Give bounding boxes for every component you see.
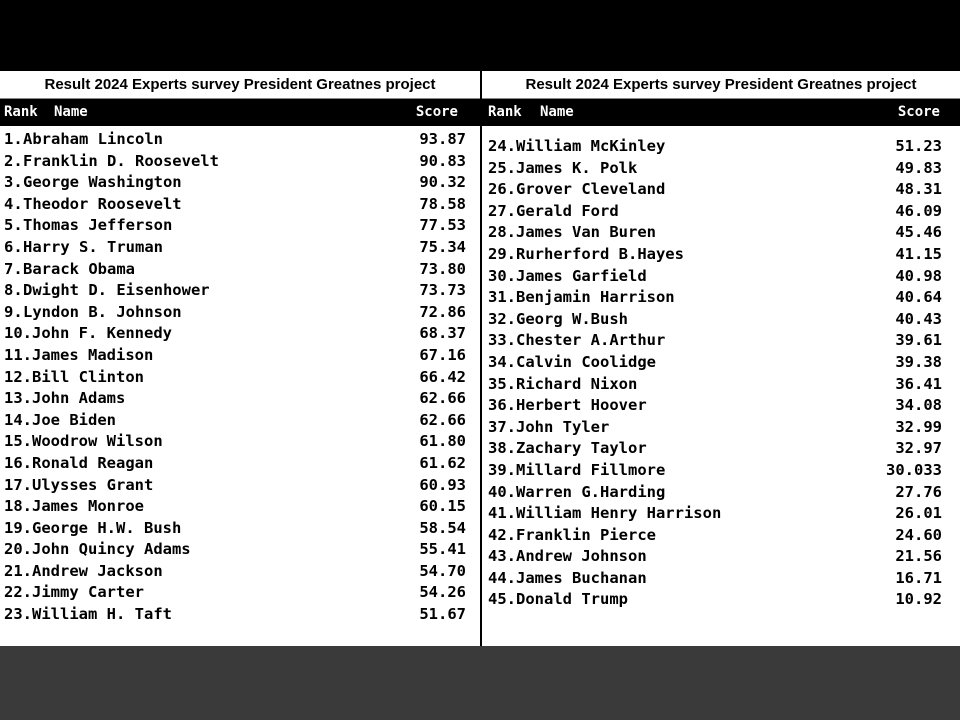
rank-cell: 3.	[4, 173, 23, 192]
table-row	[482, 330, 960, 352]
score-cell: 55.41	[419, 540, 466, 559]
name-cell: Georg W.Bush	[516, 309, 628, 328]
table-title: Result 2024 Experts survey President Greatnes project	[0, 71, 480, 99]
score-cell: 51.23	[895, 137, 942, 155]
score-cell: 68.37	[419, 324, 466, 343]
left-table-panel	[0, 71, 480, 646]
rank-cell: 19.	[4, 518, 32, 537]
score-cell: 46.09	[895, 201, 942, 220]
table-row	[482, 352, 960, 374]
table-row	[482, 201, 960, 223]
rank-cell: 2.	[4, 151, 23, 170]
name-cell: James Buchanan	[516, 568, 647, 587]
rank-cell: 42.	[488, 525, 516, 544]
table-row	[482, 525, 960, 547]
right-table-panel	[482, 71, 960, 646]
rank-cell: 4.	[4, 194, 23, 213]
rank-cell: 37.	[488, 417, 516, 436]
name-cell: Lyndon B. Johnson	[23, 302, 182, 321]
rank-cell: 11.	[4, 345, 32, 364]
name-cell: Woodrow Wilson	[32, 432, 163, 451]
name-cell: Calvin Coolidge	[516, 352, 656, 371]
name-cell: Theodor Roosevelt	[23, 194, 182, 213]
table-row	[0, 367, 480, 389]
rank-cell: 17.	[4, 475, 32, 494]
name-cell: Joe Biden	[32, 410, 116, 429]
name-cell: Ronald Reagan	[32, 453, 154, 472]
rank-cell: 39.	[488, 460, 516, 479]
table-row	[482, 503, 960, 525]
score-cell: 27.76	[895, 482, 942, 501]
table-row	[0, 151, 480, 173]
table-row	[0, 345, 480, 367]
table-row	[0, 475, 480, 497]
score-cell: 16.71	[895, 568, 942, 587]
name-cell: John F. Kennedy	[32, 324, 172, 343]
table-row	[0, 280, 480, 302]
table-row	[482, 374, 960, 396]
rank-cell: 13.	[4, 389, 32, 408]
table-row	[0, 194, 480, 216]
name-cell: Gerald Ford	[516, 201, 619, 220]
score-cell: 58.54	[419, 518, 466, 537]
name-cell: Dwight D. Eisenhower	[23, 281, 210, 300]
name-cell: Jimmy Carter	[32, 583, 144, 602]
rank-cell: 24.	[488, 137, 516, 155]
bottom-gray-band	[0, 646, 960, 720]
rank-cell: 20.	[4, 540, 32, 559]
score-cell: 62.66	[419, 389, 466, 408]
score-cell: 60.15	[419, 497, 466, 516]
name-cell: Benjamin Harrison	[516, 288, 675, 307]
score-cell: 54.70	[419, 561, 466, 580]
name-cell: William McKinley	[516, 137, 666, 155]
score-cell: 61.80	[419, 432, 466, 451]
table-row	[0, 237, 480, 259]
table-title: Result 2024 Experts survey President Greatnes project	[482, 71, 960, 99]
score-cell: 26.01	[895, 504, 942, 523]
table-row	[482, 568, 960, 590]
rank-cell: 27.	[488, 201, 516, 220]
table-row	[482, 266, 960, 288]
score-cell: 73.80	[419, 259, 466, 278]
rank-cell: 43.	[488, 547, 516, 566]
table-row	[0, 582, 480, 604]
name-cell: Franklin Pierce	[516, 525, 656, 544]
score-cell: 34.08	[895, 396, 942, 415]
rank-cell: 23.	[4, 605, 32, 624]
name-cell: James Van Buren	[516, 223, 656, 242]
score-cell: 32.99	[895, 417, 942, 436]
rank-cell: 31.	[488, 288, 516, 307]
name-cell: Herbert Hoover	[516, 396, 647, 415]
table-row	[482, 309, 960, 331]
name-cell: George Washington	[23, 173, 182, 192]
name-header: Name	[540, 104, 574, 120]
score-cell: 93.87	[419, 130, 466, 148]
name-cell: Millard Fillmore	[516, 460, 666, 479]
rank-cell: 33.	[488, 331, 516, 350]
rank-cell: 21.	[4, 561, 32, 580]
name-cell: John Tyler	[516, 417, 610, 436]
name-cell: John Adams	[32, 389, 126, 408]
name-cell: Barack Obama	[23, 259, 135, 278]
rank-cell: 32.	[488, 309, 516, 328]
name-cell: Andrew Johnson	[516, 547, 647, 566]
table-header	[0, 99, 480, 126]
name-cell: Richard Nixon	[516, 374, 638, 393]
table-row	[0, 604, 480, 626]
rank-cell: 8.	[4, 281, 23, 300]
table-row	[0, 431, 480, 453]
rank-header: Rank	[4, 104, 38, 120]
rank-cell: 22.	[4, 583, 32, 602]
score-cell: 40.98	[895, 266, 942, 285]
score-cell: 72.86	[419, 302, 466, 321]
rank-cell: 10.	[4, 324, 32, 343]
name-cell: James Monroe	[32, 497, 144, 516]
rank-cell: 5.	[4, 216, 23, 235]
table-row	[0, 172, 480, 194]
rank-cell: 25.	[488, 158, 516, 177]
score-cell: 21.56	[895, 547, 942, 566]
score-cell: 61.62	[419, 453, 466, 472]
rank-cell: 38.	[488, 439, 516, 458]
name-cell: Abraham Lincoln	[23, 130, 163, 148]
rank-cell: 9.	[4, 302, 23, 321]
table-row	[482, 417, 960, 439]
table-row	[0, 215, 480, 237]
score-cell: 39.38	[895, 352, 942, 371]
table-row	[482, 179, 960, 201]
name-cell: James Madison	[32, 345, 154, 364]
rank-cell: 35.	[488, 374, 516, 393]
score-cell: 10.92	[895, 590, 942, 609]
table-body	[0, 126, 480, 626]
rank-cell: 30.	[488, 266, 516, 285]
score-cell: 39.61	[895, 331, 942, 350]
name-cell: Bill Clinton	[32, 367, 144, 386]
table-row	[0, 561, 480, 583]
table-row	[482, 244, 960, 266]
name-cell: John Quincy Adams	[32, 540, 191, 559]
name-cell: George H.W. Bush	[32, 518, 182, 537]
name-cell: Franklin D. Roosevelt	[23, 151, 219, 170]
rank-cell: 26.	[488, 180, 516, 199]
name-cell: Zachary Taylor	[516, 439, 647, 458]
table-row	[482, 222, 960, 244]
table-row	[0, 518, 480, 540]
score-cell: 51.67	[419, 605, 466, 624]
table-row	[482, 482, 960, 504]
table-header	[482, 99, 960, 126]
score-cell: 66.42	[419, 367, 466, 386]
score-cell: 67.16	[419, 345, 466, 364]
rank-cell: 15.	[4, 432, 32, 451]
rank-cell: 41.	[488, 504, 516, 523]
rank-cell: 34.	[488, 352, 516, 371]
table-row	[482, 395, 960, 417]
table-row	[482, 438, 960, 460]
name-cell: Donald Trump	[516, 590, 628, 609]
name-cell: Warren G.Harding	[516, 482, 666, 501]
score-header: Score	[897, 104, 940, 120]
rank-cell: 44.	[488, 568, 516, 587]
table-row	[0, 410, 480, 432]
score-cell: 78.58	[419, 194, 466, 213]
table-row	[0, 496, 480, 518]
table-row	[482, 589, 960, 611]
score-cell: 90.32	[419, 173, 466, 192]
rank-cell: 36.	[488, 396, 516, 415]
score-cell: 24.60	[895, 525, 942, 544]
score-cell: 36.41	[895, 374, 942, 393]
score-cell: 49.83	[895, 158, 942, 177]
name-cell: Grover Cleveland	[516, 180, 666, 199]
name-cell: Andrew Jackson	[32, 561, 163, 580]
table-body	[482, 126, 960, 611]
name-cell: Rurherford B.Hayes	[516, 244, 684, 263]
table-row	[482, 136, 960, 158]
score-cell: 75.34	[419, 237, 466, 256]
name-cell: James K. Polk	[516, 158, 638, 177]
score-cell: 40.64	[895, 288, 942, 307]
table-row	[482, 158, 960, 180]
score-cell: 41.15	[895, 244, 942, 263]
name-cell: Chester A.Arthur	[516, 331, 666, 350]
name-cell: William Henry Harrison	[516, 504, 722, 523]
rank-cell: 18.	[4, 497, 32, 516]
table-row	[0, 453, 480, 475]
rank-cell: 12.	[4, 367, 32, 386]
score-cell: 73.73	[419, 281, 466, 300]
rank-cell: 28.	[488, 223, 516, 242]
table-row	[0, 323, 480, 345]
table-row	[0, 302, 480, 324]
score-cell: 40.43	[895, 309, 942, 328]
score-cell: 48.31	[895, 180, 942, 199]
rank-cell: 45.	[488, 590, 516, 609]
rank-cell: 29.	[488, 244, 516, 263]
name-cell: Thomas Jefferson	[23, 216, 173, 235]
score-cell: 30.033	[886, 460, 942, 479]
name-cell: James Garfield	[516, 266, 647, 285]
score-cell: 60.93	[419, 475, 466, 494]
rank-header: Rank	[488, 104, 522, 120]
score-cell: 62.66	[419, 410, 466, 429]
table-row	[0, 259, 480, 281]
name-cell: Harry S. Truman	[23, 237, 163, 256]
rank-cell: 7.	[4, 259, 23, 278]
name-cell: Ulysses Grant	[32, 475, 154, 494]
table-row	[0, 129, 480, 151]
rank-cell: 6.	[4, 237, 23, 256]
table-row	[482, 287, 960, 309]
score-cell: 54.26	[419, 583, 466, 602]
table-row	[482, 460, 960, 482]
score-cell: 77.53	[419, 216, 466, 235]
score-cell: 45.46	[895, 223, 942, 242]
rank-cell: 40.	[488, 482, 516, 501]
name-cell: William H. Taft	[32, 605, 172, 624]
name-header: Name	[54, 104, 88, 120]
score-header: Score	[415, 104, 458, 120]
table-row	[482, 546, 960, 568]
rank-cell: 16.	[4, 453, 32, 472]
table-row	[0, 539, 480, 561]
rank-cell: 14.	[4, 410, 32, 429]
rank-cell: 1.	[4, 130, 23, 148]
score-cell: 90.83	[419, 151, 466, 170]
table-row	[0, 388, 480, 410]
top-black-band	[0, 0, 960, 68]
score-cell: 32.97	[895, 439, 942, 458]
